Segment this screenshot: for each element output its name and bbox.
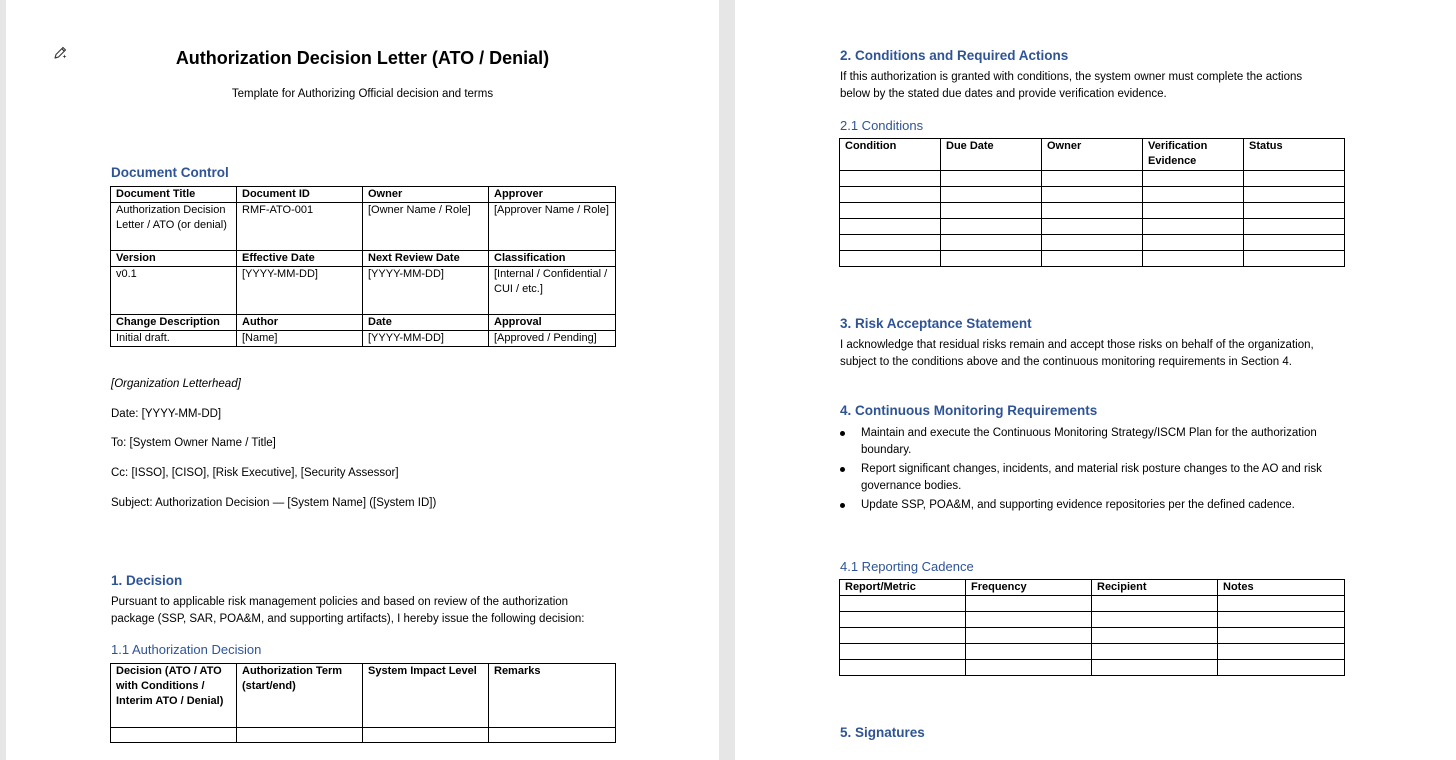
table-row — [111, 315, 616, 331]
table-header-cell: Frequency — [966, 580, 1092, 596]
table-cell[interactable] — [941, 171, 1042, 187]
table-header-cell: Report/Metric — [840, 580, 966, 596]
cc-line: Cc: [ISSO], [CISO], [Risk Executive], [Security Assessor] — [111, 467, 399, 479]
table-row — [111, 267, 616, 315]
table-cell[interactable] — [1244, 187, 1345, 203]
table-header-cell: Remarks — [489, 664, 616, 728]
table-cell: v0.1 — [111, 267, 237, 315]
table-cell[interactable] — [111, 728, 237, 743]
table-cell[interactable] — [840, 235, 941, 251]
table-row — [840, 612, 1345, 628]
table-row — [840, 171, 1345, 187]
table-cell: [Owner Name / Role] — [363, 203, 489, 251]
table-cell[interactable] — [1042, 171, 1143, 187]
table-cell[interactable] — [237, 728, 363, 743]
table-cell[interactable] — [966, 644, 1092, 660]
table-header-cell: Recipient — [1092, 580, 1218, 596]
table-row — [840, 203, 1345, 219]
table-cell: [YYYY-MM-DD] — [363, 267, 489, 315]
heading-continuous-monitoring: 4. Continuous Monitoring Requirements — [840, 403, 1098, 418]
table-cell: Version — [111, 251, 237, 267]
document-page-right — [735, 0, 1456, 760]
table-row — [840, 660, 1345, 676]
table-cell[interactable] — [941, 187, 1042, 203]
table-cell: Document ID — [237, 187, 363, 203]
table-cell: Effective Date — [237, 251, 363, 267]
heading-reporting-cadence: 4.1 Reporting Cadence — [840, 559, 974, 574]
table-row — [111, 331, 616, 347]
table-cell[interactable] — [840, 187, 941, 203]
table-cell[interactable] — [1042, 187, 1143, 203]
organization-letterhead: [Organization Letterhead] — [111, 378, 241, 390]
table-cell[interactable] — [1042, 203, 1143, 219]
list-item: Maintain and execute the Continuous Monitoring Strategy/ISCM Plan for the authorization boundary. — [839, 425, 1339, 459]
table-cell[interactable] — [840, 251, 941, 267]
table-cell[interactable] — [1092, 596, 1218, 612]
table-cell[interactable] — [1143, 203, 1244, 219]
table-header-cell: Notes — [1218, 580, 1345, 596]
table-row — [111, 203, 616, 251]
heading-authorization-decision: 1.1 Authorization Decision — [111, 642, 262, 657]
table-cell[interactable] — [1143, 251, 1244, 267]
table-cell: Author — [237, 315, 363, 331]
table-row — [840, 251, 1345, 267]
conditions-table — [839, 138, 1345, 267]
table-cell[interactable] — [1218, 596, 1345, 612]
table-row — [840, 187, 1345, 203]
table-cell[interactable] — [1244, 171, 1345, 187]
table-cell[interactable] — [840, 644, 966, 660]
table-header-cell: Authorization Term (start/end) — [237, 664, 363, 728]
table-cell[interactable] — [1218, 660, 1345, 676]
decision-paragraph: Pursuant to applicable risk management policies and based on review of the authorization package (SSP, SAR, POA&M, and supporting artifacts), I hereby issue the following decision: — [111, 596, 585, 625]
authorization-decision-table — [110, 663, 616, 743]
table-cell[interactable] — [1042, 235, 1143, 251]
table-row — [840, 139, 1345, 171]
heading-risk-acceptance: 3. Risk Acceptance Statement — [840, 316, 1032, 331]
table-cell[interactable] — [363, 728, 489, 743]
heading-decision: 1. Decision — [111, 573, 183, 588]
table-cell: [Approved / Pending] — [489, 331, 616, 347]
conditions-paragraph: If this authorization is granted with conditions, the system owner must complete the actions below by the stated due dates and provide verification evidence. — [840, 71, 1303, 100]
date-line: Date: [YYYY-MM-DD] — [111, 408, 222, 420]
table-row — [840, 644, 1345, 660]
table-cell: [Name] — [237, 331, 363, 347]
table-cell[interactable] — [941, 219, 1042, 235]
table-cell: Initial draft. — [111, 331, 237, 347]
table-cell[interactable] — [1092, 660, 1218, 676]
table-cell[interactable] — [840, 219, 941, 235]
table-cell[interactable] — [1244, 251, 1345, 267]
table-cell[interactable] — [941, 203, 1042, 219]
heading-signatures: 5. Signatures — [840, 725, 925, 740]
table-header-cell: Verification Evidence — [1143, 139, 1244, 171]
table-cell[interactable] — [1143, 219, 1244, 235]
heading-conditions: 2. Conditions and Required Actions — [840, 48, 1069, 63]
heading-document-control: Document Control — [111, 165, 229, 180]
table-cell: Next Review Date — [363, 251, 489, 267]
list-item: Report significant changes, incidents, and material risk posture changes to the AO and risk governance bodies. — [839, 461, 1339, 495]
table-row — [111, 187, 616, 203]
table-cell[interactable] — [1042, 219, 1143, 235]
heading-conditions-table: 2.1 Conditions — [840, 118, 924, 133]
table-cell[interactable] — [1092, 628, 1218, 644]
table-row — [840, 219, 1345, 235]
reporting-cadence-table — [839, 579, 1345, 676]
table-cell[interactable] — [1218, 644, 1345, 660]
table-cell[interactable] — [840, 596, 966, 612]
table-row — [840, 580, 1345, 596]
table-cell: Date — [363, 315, 489, 331]
table-cell[interactable] — [840, 171, 941, 187]
table-cell[interactable] — [489, 728, 616, 743]
table-row — [840, 596, 1345, 612]
table-cell[interactable] — [1042, 251, 1143, 267]
list-item: Update SSP, POA&M, and supporting evidence repositories per the defined cadence. — [839, 497, 1339, 514]
table-cell[interactable] — [1092, 612, 1218, 628]
table-cell[interactable] — [1218, 612, 1345, 628]
document-page-left — [6, 0, 719, 760]
table-cell[interactable] — [840, 612, 966, 628]
table-row — [111, 664, 616, 728]
table-cell[interactable] — [941, 235, 1042, 251]
table-cell: [YYYY-MM-DD] — [363, 331, 489, 347]
document-title: Authorization Decision Letter (ATO / Denial) — [175, 48, 550, 68]
to-line: To: [System Owner Name / Title] — [111, 437, 276, 449]
table-cell[interactable] — [1244, 219, 1345, 235]
table-header-cell: Condition — [840, 139, 941, 171]
table-header-cell: Owner — [1042, 139, 1143, 171]
table-header-cell: Due Date — [941, 139, 1042, 171]
monitoring-requirements-list — [839, 425, 1339, 516]
table-header-cell: System Impact Level — [363, 664, 489, 728]
table-cell[interactable] — [840, 628, 966, 644]
risk-acceptance-paragraph: I acknowledge that residual risks remain and accept those risks on behalf of the organization, subject to the conditions above and the continuous monitoring requirements in Section 4. — [840, 339, 1314, 368]
table-row — [840, 628, 1345, 644]
subject-line: Subject: Authorization Decision — [System Name] ([System ID]) — [111, 497, 437, 509]
table-cell[interactable] — [840, 203, 941, 219]
table-cell: [Approver Name / Role] — [489, 203, 616, 251]
table-header-cell: Status — [1244, 139, 1345, 171]
table-row — [111, 251, 616, 267]
table-header-cell: Decision (ATO / ATO with Conditions / Interim ATO / Denial) — [111, 664, 237, 728]
table-row — [840, 235, 1345, 251]
table-cell: Classification — [489, 251, 616, 267]
table-cell[interactable] — [1143, 235, 1244, 251]
table-cell[interactable] — [941, 251, 1042, 267]
table-cell[interactable] — [1218, 628, 1345, 644]
table-cell: Change Description — [111, 315, 237, 331]
table-cell[interactable] — [840, 660, 966, 676]
table-cell[interactable] — [1143, 187, 1244, 203]
table-cell: Approval — [489, 315, 616, 331]
table-cell[interactable] — [1244, 235, 1345, 251]
table-cell: RMF-ATO-001 — [237, 203, 363, 251]
table-cell[interactable] — [1143, 171, 1244, 187]
table-cell: [YYYY-MM-DD] — [237, 267, 363, 315]
document-control-table — [110, 186, 616, 347]
table-cell: Authorization Decision Letter / ATO (or denial) — [111, 203, 237, 251]
table-cell[interactable] — [966, 660, 1092, 676]
table-cell: [Internal / Confidential / CUI / etc.] — [489, 267, 616, 315]
table-cell: Owner — [363, 187, 489, 203]
table-cell[interactable] — [1244, 203, 1345, 219]
table-cell[interactable] — [966, 628, 1092, 644]
table-cell[interactable] — [966, 596, 1092, 612]
table-cell[interactable] — [1092, 644, 1218, 660]
table-cell[interactable] — [966, 612, 1092, 628]
table-cell: Document Title — [111, 187, 237, 203]
table-cell: Approver — [489, 187, 616, 203]
document-subtitle: Template for Authorizing Official decision and terms — [231, 88, 494, 100]
table-row — [111, 728, 616, 743]
